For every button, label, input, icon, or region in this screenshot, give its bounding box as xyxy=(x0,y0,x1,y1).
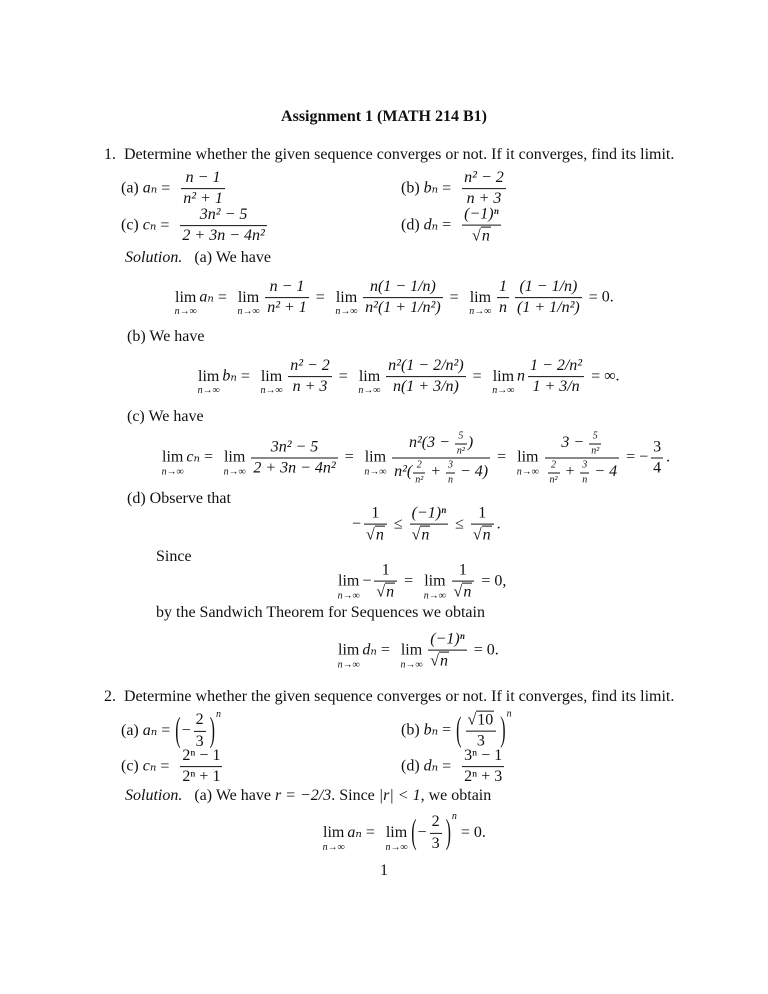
denominator xyxy=(364,525,387,545)
equals: = xyxy=(203,448,213,466)
limit xyxy=(197,367,220,397)
equals: = xyxy=(217,288,227,306)
fraction xyxy=(413,460,425,486)
numerator: n − 1 xyxy=(181,169,225,189)
lim-word: lim xyxy=(338,572,360,590)
sqrt-icon: √ xyxy=(472,228,481,245)
sqrt-icon: √ xyxy=(430,653,439,670)
p2-item-b xyxy=(401,709,512,752)
exponent: n xyxy=(506,708,512,720)
radicand: n xyxy=(421,527,430,544)
lim-sub: n→∞ xyxy=(161,466,184,478)
equals: = xyxy=(160,216,170,234)
equals: = xyxy=(380,641,390,659)
sqrt-icon: √ xyxy=(453,584,463,601)
numerator xyxy=(545,431,620,459)
lim-sub: n→∞ xyxy=(223,466,246,478)
exponent: n xyxy=(215,708,221,720)
item-label: (d) xyxy=(127,490,146,508)
fraction xyxy=(364,505,387,546)
limit xyxy=(237,288,260,318)
sign: − xyxy=(417,823,427,841)
equals: = xyxy=(161,179,171,197)
p2-item-d xyxy=(401,747,507,787)
denominator: n² xyxy=(549,474,558,485)
fraction xyxy=(181,169,225,209)
denominator xyxy=(410,525,449,545)
denominator: n² xyxy=(591,445,600,456)
numerator: 3 xyxy=(446,460,455,474)
numerator: 1 xyxy=(471,505,494,525)
fraction xyxy=(545,431,620,486)
fraction xyxy=(251,438,337,478)
fraction xyxy=(580,460,589,486)
math-lhs: dₙ xyxy=(423,216,439,234)
denominator: n(1 + 3/n) xyxy=(392,378,459,396)
p1-item-a xyxy=(121,169,228,209)
p1-solution-c-equation xyxy=(159,431,670,486)
paren: ( xyxy=(175,711,181,750)
limit xyxy=(174,288,197,318)
lim-word: lim xyxy=(335,288,358,306)
numerator: n² − 2 xyxy=(288,357,332,377)
sqrt-icon: √ xyxy=(411,527,421,544)
lim-sub: n→∞ xyxy=(260,385,283,397)
sqrt-icon: √ xyxy=(376,584,386,601)
numerator: 2 xyxy=(548,460,560,474)
radicand: n xyxy=(481,228,490,245)
p1-item-d xyxy=(401,206,504,247)
denominator: n xyxy=(582,474,588,485)
limit xyxy=(161,448,184,478)
denominator: (1 + 1/n²) xyxy=(517,299,580,317)
period: . xyxy=(666,448,671,466)
denominator xyxy=(462,226,501,246)
denominator: 2 + 3n − 4n² xyxy=(253,459,336,477)
lim-word: lim xyxy=(358,367,381,385)
fraction xyxy=(528,357,584,397)
lim-sub: n→∞ xyxy=(400,659,423,671)
fraction xyxy=(430,813,442,853)
lim-sub: n→∞ xyxy=(364,466,387,478)
fraction xyxy=(462,169,506,209)
item-label: (a) xyxy=(194,249,213,267)
text: We have xyxy=(215,249,271,267)
lim-word: lim xyxy=(469,288,492,306)
limit xyxy=(322,823,345,853)
limit xyxy=(492,367,515,397)
item-label: (a) xyxy=(194,787,213,805)
limit xyxy=(385,823,408,853)
denominator: n + 3 xyxy=(466,190,502,208)
p2-item-c xyxy=(121,747,225,787)
problem-text: Determine whether the given sequence converges or not. If it converges, find its limit. xyxy=(124,688,675,706)
lim-word: lim xyxy=(338,641,360,659)
exponent: n xyxy=(451,810,457,822)
text: Observe that xyxy=(149,490,231,508)
page-title: Assignment 1 (MATH 214 B1) xyxy=(281,108,487,126)
problem-number: 1. xyxy=(104,146,116,164)
factor: n xyxy=(517,367,526,385)
fraction xyxy=(194,711,206,751)
denominator xyxy=(392,459,490,486)
text: − 4) xyxy=(456,463,489,481)
denominator: n + 3 xyxy=(292,378,328,396)
p1-solution-d-limits xyxy=(335,562,506,603)
math-inline: |r| < 1 xyxy=(378,787,421,805)
lim-word: lim xyxy=(517,448,539,466)
fraction xyxy=(180,747,222,787)
fraction xyxy=(462,747,504,787)
equals: = xyxy=(365,823,375,841)
denominator: 3 xyxy=(476,732,485,750)
numerator xyxy=(392,431,490,459)
fraction xyxy=(455,431,467,457)
denominator: n² + 1 xyxy=(183,190,223,208)
lim-word: lim xyxy=(198,367,220,385)
text: + xyxy=(426,463,445,481)
item-label: (b) xyxy=(401,721,420,739)
p1-solution-c-intro xyxy=(127,408,204,426)
fraction xyxy=(462,206,501,247)
equals: = xyxy=(626,448,636,466)
denominator: n xyxy=(499,299,508,317)
equals: = xyxy=(161,721,171,739)
denominator: n xyxy=(448,474,453,485)
item-label: (b) xyxy=(401,179,420,197)
text: We have xyxy=(215,787,271,805)
equals: = xyxy=(404,572,414,590)
paren: ) xyxy=(209,711,215,750)
math-lhs: cₙ xyxy=(186,448,200,466)
math-lhs: bₙ xyxy=(423,721,439,739)
problem-text: Determine whether the given sequence converges or not. If it converges, find its limit. xyxy=(124,146,675,164)
sign: − xyxy=(362,572,372,590)
fraction xyxy=(466,711,497,752)
denominator: 1 + 3/n xyxy=(532,378,580,396)
lim-sub: n→∞ xyxy=(516,466,539,478)
equals: = xyxy=(591,367,601,385)
p1-solution-b-intro xyxy=(127,328,205,346)
p2-solution-a-equation xyxy=(320,811,486,853)
denominator: 2ⁿ + 3 xyxy=(464,768,503,786)
sandwich-text: by the Sandwich Theorem for Sequences we obtain xyxy=(156,604,485,622)
fraction xyxy=(288,357,332,397)
denominator: n² xyxy=(415,474,424,485)
text: We have xyxy=(148,408,204,426)
period: . xyxy=(496,515,501,533)
numerator xyxy=(466,711,497,732)
result: 0. xyxy=(601,288,614,306)
fraction xyxy=(446,460,455,486)
numerator: 1 xyxy=(497,278,509,298)
lim-sub: n→∞ xyxy=(492,385,515,397)
sqrt-icon: √ xyxy=(467,711,477,729)
denominator: n² + 1 xyxy=(267,299,307,317)
lim-word: lim xyxy=(400,641,423,659)
p2-solution-a-intro xyxy=(125,787,491,805)
radicand: 10 xyxy=(477,711,494,729)
numerator: 5 xyxy=(589,431,601,445)
limit xyxy=(423,572,446,602)
radicand: n xyxy=(482,527,491,544)
paren: ) xyxy=(500,711,506,750)
math-lhs: aₙ xyxy=(347,823,362,841)
sqrt-icon: √ xyxy=(366,527,375,544)
solution-label: Solution. xyxy=(125,249,183,267)
item-label: (d) xyxy=(401,757,420,775)
numerator: 1 xyxy=(364,505,387,525)
lim-sub: n→∞ xyxy=(423,590,446,602)
fraction xyxy=(386,357,466,397)
paren: ( xyxy=(411,813,417,852)
p1-solution-d-inequality xyxy=(352,505,501,546)
radicand: n xyxy=(463,584,472,601)
numerator: n²(1 − 2/n²) xyxy=(386,357,466,377)
math-lhs: aₙ xyxy=(142,721,158,739)
numerator: 1 xyxy=(374,562,397,582)
limit xyxy=(337,641,360,671)
radicand: n xyxy=(375,527,384,544)
text: + xyxy=(560,463,580,481)
sqrt-icon: √ xyxy=(472,527,482,544)
denominator xyxy=(471,525,494,545)
since-text: Since xyxy=(156,548,192,566)
lim-word: lim xyxy=(323,823,345,841)
equals: = xyxy=(315,288,325,306)
radicand: n xyxy=(439,653,448,670)
numerator: 5 xyxy=(455,431,467,445)
math-lhs: aₙ xyxy=(142,179,158,197)
fraction xyxy=(452,562,475,603)
p2-item-a xyxy=(121,709,221,751)
equals: = xyxy=(442,757,452,775)
p1-item-b xyxy=(401,169,509,209)
radicand: n xyxy=(386,584,395,601)
text: ) xyxy=(467,434,474,452)
math-lhs: cₙ xyxy=(142,216,157,234)
lim-word: lim xyxy=(492,367,515,385)
lim-word: lim xyxy=(260,367,283,385)
limit xyxy=(469,288,492,318)
p1-solution-d-intro xyxy=(127,490,231,508)
numerator: (−1)ⁿ xyxy=(428,631,467,651)
numerator: 3 xyxy=(651,438,663,458)
text: , we obtain xyxy=(420,787,492,805)
lim-word: lim xyxy=(175,288,197,306)
result: 0. xyxy=(486,641,499,659)
limit xyxy=(223,448,246,478)
numerator: (1 − 1/n) xyxy=(515,278,582,298)
less-equal: ≤ xyxy=(455,515,464,533)
result: ∞. xyxy=(604,367,620,385)
numerator: n² − 2 xyxy=(462,169,506,189)
lim-sub: n→∞ xyxy=(358,385,381,397)
math-lhs: aₙ xyxy=(199,288,214,306)
result: 0, xyxy=(494,572,507,590)
fraction xyxy=(374,562,397,603)
lim-sub: n→∞ xyxy=(337,590,360,602)
equals: = xyxy=(473,641,483,659)
paren: ( xyxy=(456,711,462,750)
limit xyxy=(516,448,539,478)
lim-word: lim xyxy=(385,823,408,841)
denominator xyxy=(374,582,397,602)
item-label: (b) xyxy=(127,328,146,346)
fraction xyxy=(471,505,494,546)
denominator: 4 xyxy=(653,459,662,477)
limit xyxy=(364,448,387,478)
equals: = xyxy=(497,448,507,466)
numerator: (−1)ⁿ xyxy=(462,206,501,226)
less-equal: ≤ xyxy=(393,515,403,533)
lim-sub: n→∞ xyxy=(337,659,360,671)
solution-label: Solution. xyxy=(125,787,183,805)
sign: − xyxy=(181,721,191,739)
problem-1-prompt xyxy=(104,146,674,164)
numerator: n − 1 xyxy=(265,278,309,298)
p1-solution-a-intro xyxy=(125,249,271,267)
problem-2-prompt xyxy=(104,688,674,706)
equals: = xyxy=(442,216,452,234)
denominator: n²(1 + 1/n²) xyxy=(365,299,441,317)
numerator: 3n² − 5 xyxy=(251,438,337,458)
denominator: 2ⁿ + 1 xyxy=(182,768,221,786)
math-lhs: cₙ xyxy=(142,757,157,775)
numerator: 2 xyxy=(194,711,206,731)
lim-sub: n→∞ xyxy=(322,841,345,853)
lim-sub: n→∞ xyxy=(385,841,408,853)
denominator xyxy=(428,651,467,671)
paren: ) xyxy=(445,813,451,852)
fraction xyxy=(515,278,582,318)
denominator: n² xyxy=(456,445,465,456)
item-label: (c) xyxy=(121,757,139,775)
fraction xyxy=(410,505,449,546)
numerator: 3 xyxy=(580,460,589,474)
p1-solution-d-result xyxy=(335,631,499,672)
equals: = xyxy=(449,288,459,306)
equals: = xyxy=(160,757,170,775)
problem-number: 2. xyxy=(104,688,116,706)
fraction xyxy=(180,206,266,246)
equals: = xyxy=(338,367,348,385)
math-lhs: bₙ xyxy=(222,367,237,385)
text: . Since xyxy=(331,787,375,805)
fraction xyxy=(548,460,560,486)
lim-word: lim xyxy=(424,572,446,590)
text: We have xyxy=(149,328,205,346)
limit xyxy=(260,367,283,397)
equals: = xyxy=(481,572,491,590)
item-label: (c) xyxy=(121,216,139,234)
math-lhs: bₙ xyxy=(423,179,439,197)
fraction xyxy=(265,278,309,318)
numerator: n(1 − 1/n) xyxy=(363,278,443,298)
lim-word: lim xyxy=(223,448,246,466)
math-lhs: dₙ xyxy=(423,757,439,775)
text: n²(3 − xyxy=(408,434,454,452)
result: 0. xyxy=(473,823,486,841)
item-label: (a) xyxy=(121,721,139,739)
fraction xyxy=(392,431,490,486)
equals: = xyxy=(472,367,482,385)
equals: = xyxy=(442,179,452,197)
p1-solution-a-equation xyxy=(172,278,614,318)
item-label: (a) xyxy=(121,179,139,197)
text: − 4 xyxy=(590,463,618,481)
equals: = xyxy=(240,367,250,385)
fraction xyxy=(497,278,509,318)
numerator: 2 xyxy=(413,460,425,474)
lim-word: lim xyxy=(162,448,184,466)
numerator: 3ⁿ − 1 xyxy=(462,747,504,767)
limit xyxy=(337,572,360,602)
p1-item-c xyxy=(121,206,270,246)
fraction xyxy=(589,431,601,457)
numerator: 1 xyxy=(452,562,475,582)
numerator: (−1)ⁿ xyxy=(410,505,449,525)
equals: = xyxy=(588,288,598,306)
page-number: 1 xyxy=(380,862,388,880)
lim-sub: n→∞ xyxy=(197,385,220,397)
denominator xyxy=(452,582,475,602)
sign: − xyxy=(352,515,362,533)
p1-solution-b-equation xyxy=(195,357,620,397)
lim-word: lim xyxy=(364,448,387,466)
fraction xyxy=(428,631,467,672)
math-lhs: dₙ xyxy=(362,641,377,659)
sign: − xyxy=(639,448,649,466)
lim-word: lim xyxy=(237,288,260,306)
numerator: 1 − 2/n² xyxy=(528,357,584,377)
limit xyxy=(358,367,381,397)
lim-sub: n→∞ xyxy=(469,306,492,318)
limit xyxy=(400,641,423,671)
numerator: 3n² − 5 xyxy=(180,206,266,226)
numerator: 2ⁿ − 1 xyxy=(180,747,222,767)
math-inline: r = −2/3 xyxy=(274,787,332,805)
fraction xyxy=(651,438,663,478)
text: 3 − xyxy=(561,434,589,452)
text: n²( xyxy=(394,463,413,481)
lim-sub: n→∞ xyxy=(237,306,260,318)
item-label: (c) xyxy=(127,408,145,426)
equals: = xyxy=(460,823,470,841)
limit xyxy=(335,288,358,318)
equals: = xyxy=(344,448,354,466)
denominator: 3 xyxy=(195,732,204,750)
denominator: 3 xyxy=(431,834,440,852)
denominator: 2 + 3n − 4n² xyxy=(182,227,265,245)
equals: = xyxy=(442,721,452,739)
denominator xyxy=(545,459,620,486)
numerator: 2 xyxy=(430,813,442,833)
lim-sub: n→∞ xyxy=(174,306,197,318)
fraction xyxy=(363,278,443,318)
item-label: (d) xyxy=(401,216,420,234)
lim-sub: n→∞ xyxy=(335,306,358,318)
